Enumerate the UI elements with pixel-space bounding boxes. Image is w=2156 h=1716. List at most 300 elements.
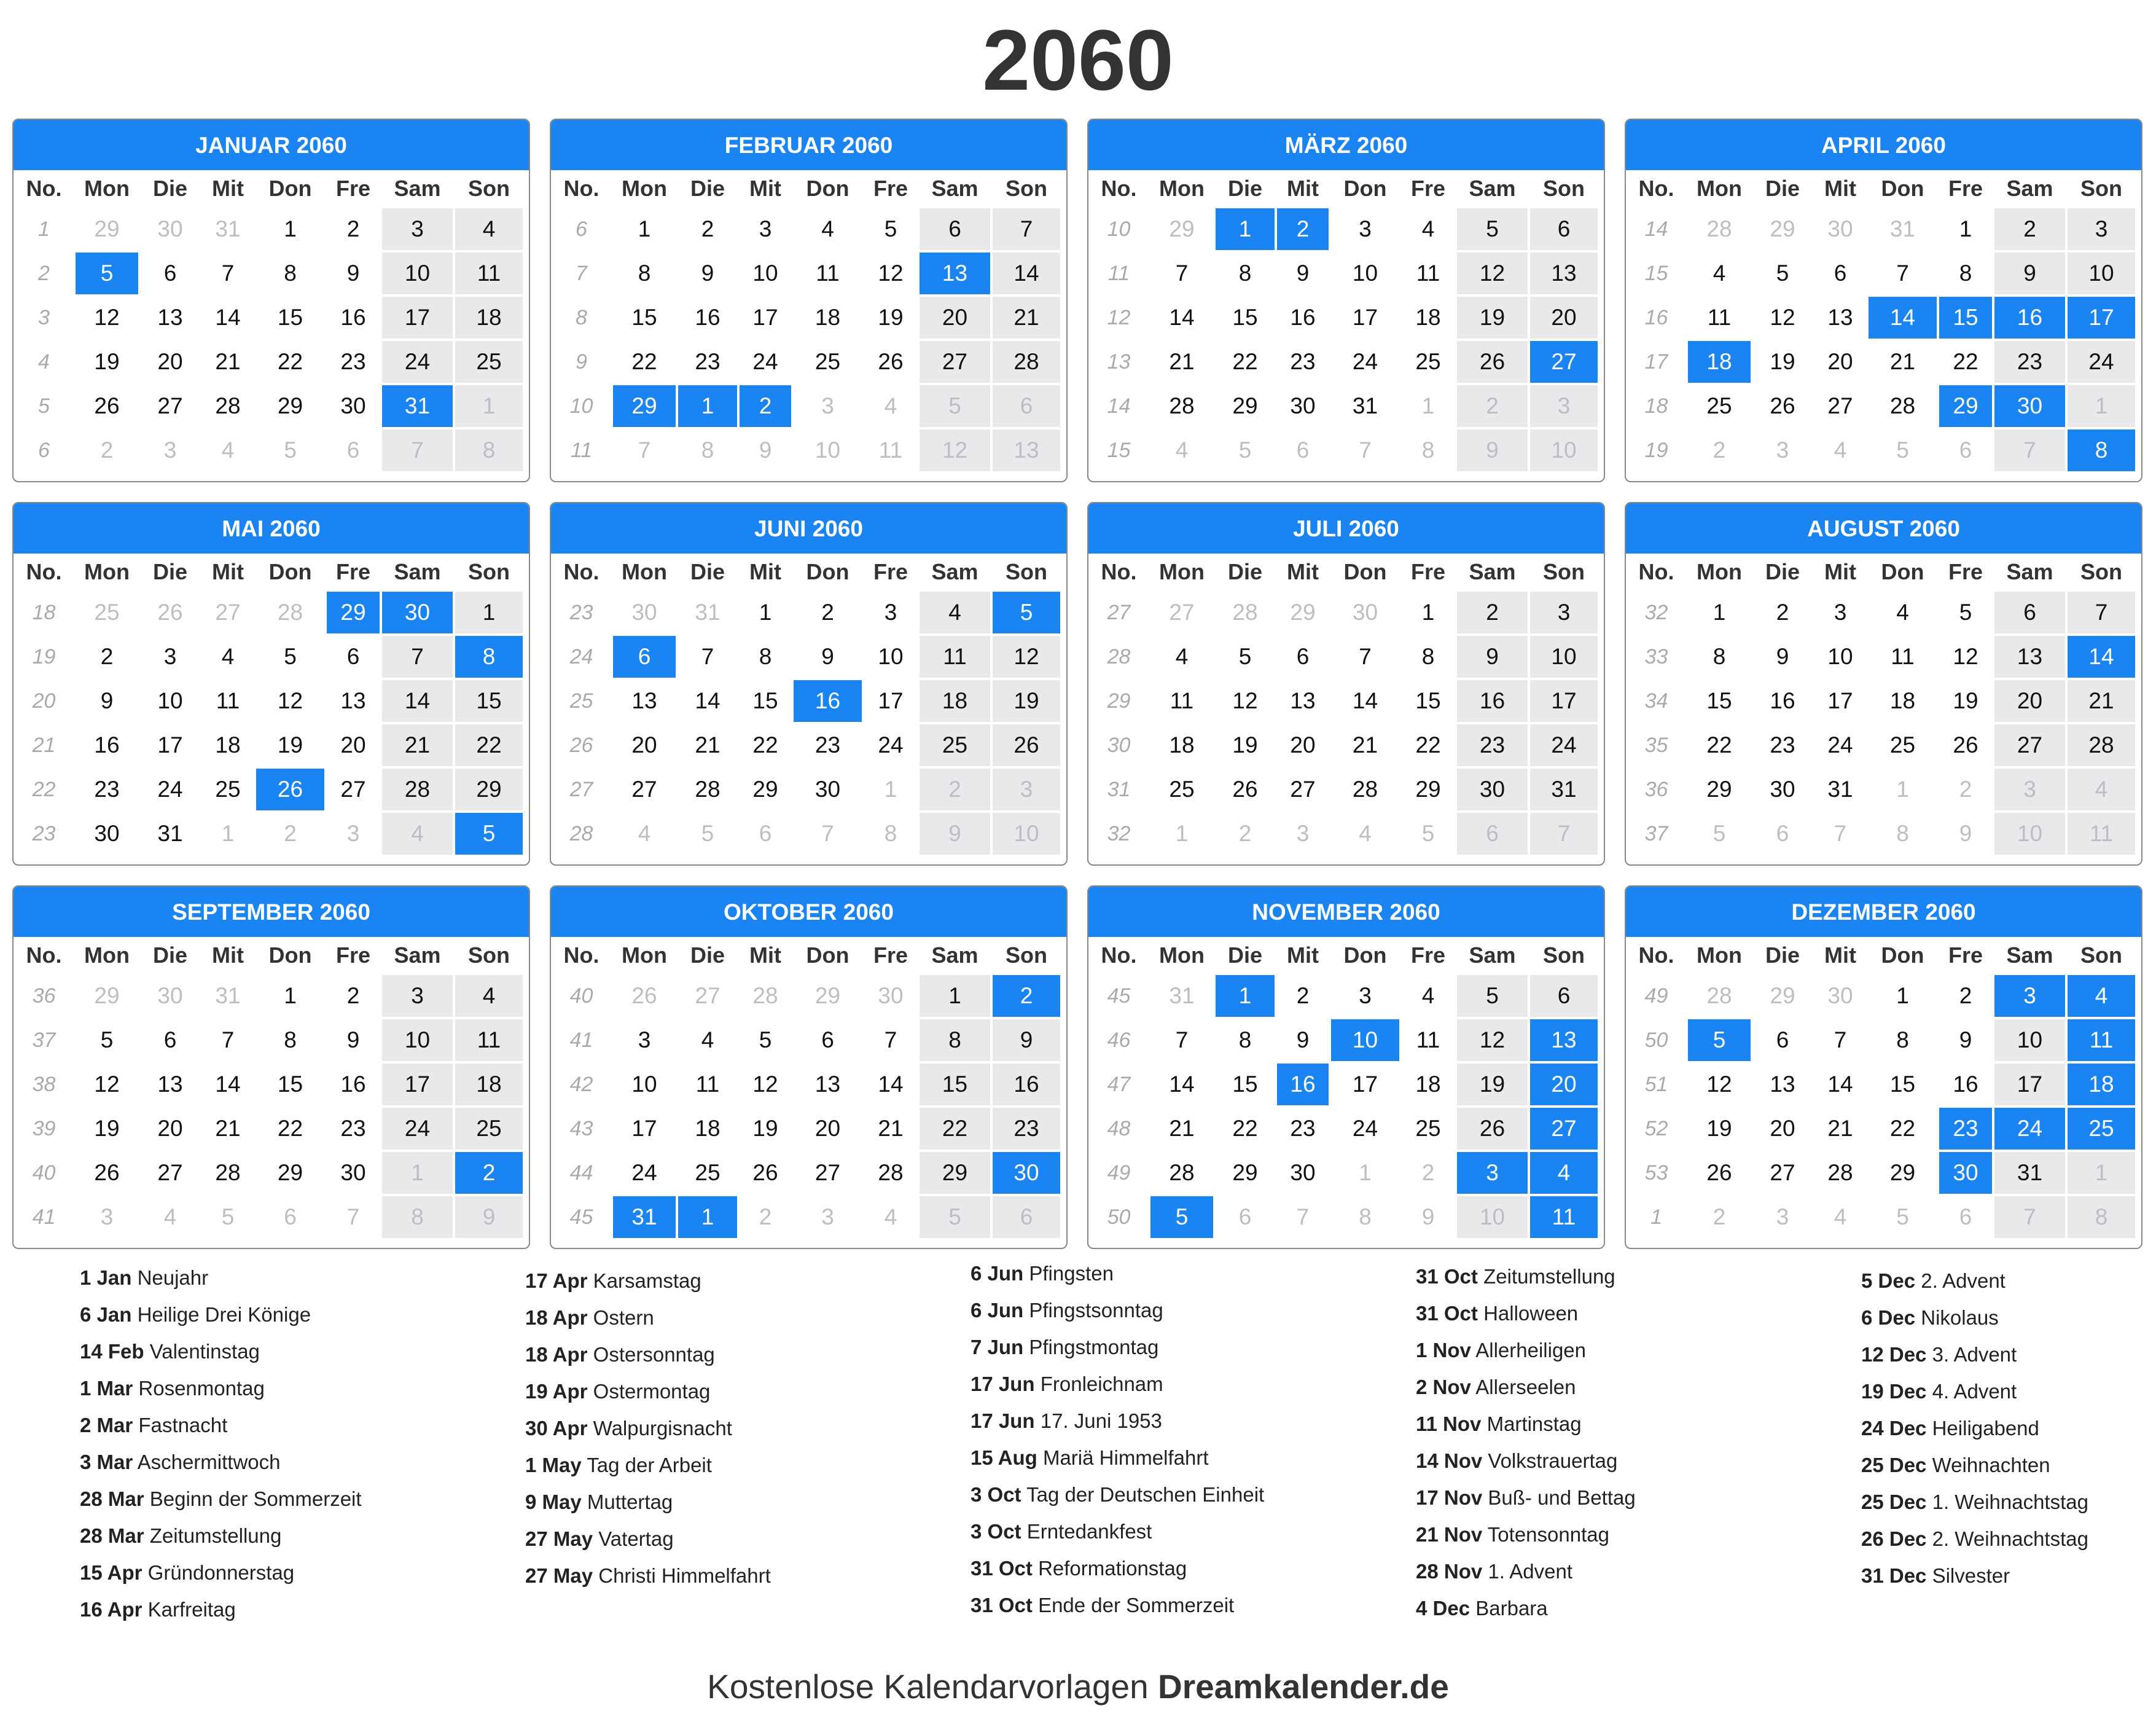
day-cell: 19 [1456, 1062, 1529, 1107]
day-cell: 4 [677, 1018, 738, 1062]
day-cell: 6 [991, 1195, 1061, 1239]
holiday-date: 1 Nov [1416, 1339, 1471, 1361]
week-number: 11 [1088, 251, 1149, 296]
day-cell: 7 [201, 1018, 255, 1062]
day-cell: 7 [1149, 251, 1214, 296]
day-cell: 15 [1687, 679, 1752, 723]
day-cell: 22 [918, 1107, 991, 1151]
day-cell: 5 [1867, 1195, 1938, 1239]
day-cell: 15 [1867, 1062, 1938, 1107]
day-cell: 5 [1752, 251, 1813, 296]
day-cell: 23 [1993, 340, 2066, 384]
week-number: 6 [551, 207, 612, 251]
weekday-header: Sam [931, 942, 978, 968]
weekday-header-row [1088, 937, 1604, 974]
day-cell: 9 [74, 679, 139, 723]
week-number: 38 [14, 1062, 74, 1107]
holiday-date: 28 Mar [80, 1524, 144, 1547]
day-cell: 19 [1214, 723, 1276, 767]
weekday-header: Son [468, 942, 510, 968]
day-cell: 5 [738, 1018, 792, 1062]
week-number: 34 [1626, 679, 1687, 723]
week-number: 19 [14, 635, 74, 679]
day-cell: 10 [1330, 251, 1400, 296]
weekday-header: Fre [1948, 942, 1983, 968]
day-cell: 24 [738, 340, 792, 384]
day-cell: 18 [2066, 1062, 2136, 1107]
weekday-header-row [1626, 554, 2141, 590]
day-cell: 17 [738, 296, 792, 340]
day-cell: 18 [1400, 1062, 1456, 1107]
weekday-header: Sam [931, 559, 978, 584]
week-row [551, 1062, 1066, 1107]
day-cell: 2 [1938, 767, 1993, 812]
day-cell: 20 [139, 340, 201, 384]
weekday-header: Sam [931, 176, 978, 201]
weekday-header-row [551, 554, 1066, 590]
day-cell: 3 [1276, 812, 1330, 856]
holiday-name: Valentinstag [149, 1340, 260, 1363]
day-cell: 28 [738, 974, 792, 1018]
weekday-header: No. [1101, 942, 1137, 968]
month-title: SEPTEMBER 2060 [14, 887, 529, 937]
week-number: 22 [14, 767, 74, 812]
holiday-date: 14 Feb [80, 1340, 144, 1363]
day-cell: 29 [454, 767, 524, 812]
day-cell: 13 [326, 679, 381, 723]
day-cell: 9 [1276, 1018, 1330, 1062]
week-number: 36 [14, 974, 74, 1018]
week-row [551, 812, 1066, 856]
week-number: 50 [1626, 1018, 1687, 1062]
day-cell: 2 [1276, 207, 1330, 251]
holiday-date: 28 Nov [1416, 1560, 1483, 1583]
weekday-header: Mit [1824, 942, 1856, 968]
day-cell: 3 [139, 428, 201, 472]
day-cell: 7 [1529, 812, 1599, 856]
weekday-header: Mon [1697, 942, 1742, 968]
day-cell: 11 [1687, 296, 1752, 340]
day-cell: 14 [2066, 635, 2136, 679]
weekday-header: Die [152, 559, 188, 584]
month-title: NOVEMBER 2060 [1088, 887, 1604, 937]
day-cell: 9 [1400, 1195, 1456, 1239]
day-cell: 8 [1867, 1018, 1938, 1062]
day-cell: 16 [326, 296, 381, 340]
day-cell: 5 [1400, 812, 1456, 856]
holiday-item [1861, 1521, 2156, 1557]
weekday-header: Don [1343, 559, 1387, 584]
day-cell: 25 [918, 723, 991, 767]
holiday-name: Totensonntag [1487, 1523, 1609, 1546]
day-cell: 29 [1752, 207, 1813, 251]
holiday-name: Christi Himmelfahrt [598, 1564, 771, 1587]
day-cell: 14 [1813, 1062, 1867, 1107]
weekday-header: Son [468, 559, 510, 584]
day-cell: 10 [1456, 1195, 1529, 1239]
day-cell: 7 [863, 1018, 918, 1062]
day-cell: 9 [738, 428, 792, 472]
week-number: 37 [1626, 812, 1687, 856]
weekday-header-row [14, 554, 529, 590]
weekday-header: Don [806, 942, 850, 968]
day-cell: 14 [381, 679, 454, 723]
day-cell: 8 [738, 635, 792, 679]
weekday-header: Die [690, 176, 725, 201]
weekday-header: Don [268, 559, 312, 584]
day-cell: 6 [1752, 812, 1813, 856]
holiday-date: 6 Jan [80, 1303, 132, 1326]
day-cell: 20 [1752, 1107, 1813, 1151]
day-cell: 7 [1330, 428, 1400, 472]
day-cell: 3 [738, 207, 792, 251]
day-cell: 28 [1687, 207, 1752, 251]
day-cell: 6 [1456, 812, 1529, 856]
day-cell: 29 [1687, 767, 1752, 812]
day-cell: 15 [454, 679, 524, 723]
week-row [551, 1195, 1066, 1239]
holiday-item [1416, 1553, 1858, 1590]
day-cell: 8 [1214, 251, 1276, 296]
day-cell: 2 [1456, 590, 1529, 635]
holiday-item [80, 1333, 522, 1370]
weekday-header: Die [1227, 176, 1263, 201]
day-cell: 8 [863, 812, 918, 856]
day-cell: 4 [1687, 251, 1752, 296]
day-cell: 7 [792, 812, 863, 856]
holiday-date: 19 Dec [1861, 1380, 1927, 1403]
day-cell: 29 [918, 1151, 991, 1195]
holiday-date: 15 Aug [971, 1446, 1037, 1469]
day-cell: 24 [1993, 1107, 2066, 1151]
day-cell: 23 [326, 1107, 381, 1151]
day-cell: 9 [1276, 251, 1330, 296]
day-cell: 24 [612, 1151, 677, 1195]
holiday-item [525, 1410, 967, 1447]
week-number: 28 [1088, 635, 1149, 679]
holiday-name: Ostersonntag [593, 1343, 715, 1366]
holiday-date: 27 May [525, 1564, 593, 1587]
weekday-header-row [14, 170, 529, 207]
weekday-header-row [551, 170, 1066, 207]
day-cell: 7 [201, 251, 255, 296]
week-row [551, 428, 1066, 472]
month-calendar [550, 119, 1068, 482]
day-cell: 8 [677, 428, 738, 472]
day-cell: 16 [1456, 679, 1529, 723]
day-cell: 24 [863, 723, 918, 767]
day-cell: 5 [918, 384, 991, 428]
weekday-header: Sam [2006, 176, 2053, 201]
day-cell: 14 [863, 1062, 918, 1107]
holiday-date: 25 Dec [1861, 1454, 1927, 1476]
day-cell: 28 [677, 767, 738, 812]
holiday-item [80, 1554, 522, 1591]
day-cell: 12 [918, 428, 991, 472]
weekday-header: Mit [1824, 559, 1856, 584]
holiday-date: 1 May [525, 1454, 582, 1476]
day-cell: 11 [1400, 1018, 1456, 1062]
day-cell: 4 [612, 812, 677, 856]
day-cell: 15 [1938, 296, 1993, 340]
weekday-header: No. [1638, 176, 1674, 201]
day-cell: 7 [1276, 1195, 1330, 1239]
day-cell: 3 [381, 207, 454, 251]
weekday-header: Fre [335, 176, 371, 201]
weekday-header: Die [1227, 942, 1263, 968]
day-cell: 1 [454, 590, 524, 635]
holiday-column [1861, 1263, 2156, 1594]
holiday-name: Fastnacht [138, 1414, 228, 1436]
day-cell: 18 [792, 296, 863, 340]
day-cell: 14 [991, 251, 1061, 296]
day-cell: 13 [139, 1062, 201, 1107]
week-number: 25 [551, 679, 612, 723]
day-cell: 30 [863, 974, 918, 1018]
holiday-date: 17 Apr [525, 1269, 588, 1292]
weekday-header: Mit [212, 176, 244, 201]
holiday-item [80, 1444, 522, 1481]
week-row [1088, 1062, 1604, 1107]
day-cell: 26 [1752, 384, 1813, 428]
day-cell: 26 [255, 767, 326, 812]
day-cell: 9 [918, 812, 991, 856]
weekday-header: Don [806, 559, 850, 584]
day-cell: 17 [612, 1107, 677, 1151]
day-cell: 6 [738, 812, 792, 856]
day-cell: 16 [1938, 1062, 1993, 1107]
day-cell: 28 [863, 1151, 918, 1195]
holiday-item [1416, 1258, 1858, 1295]
holiday-item [1416, 1516, 1858, 1553]
day-cell: 11 [1867, 635, 1938, 679]
holiday-name: Ostern [593, 1306, 654, 1329]
day-cell: 8 [1400, 428, 1456, 472]
day-cell: 6 [1214, 1195, 1276, 1239]
day-cell: 17 [863, 679, 918, 723]
day-cell: 30 [74, 812, 139, 856]
day-cell: 2 [1687, 428, 1752, 472]
holiday-date: 30 Apr [525, 1417, 588, 1440]
weekday-header-row [1626, 170, 2141, 207]
day-cell: 30 [1330, 590, 1400, 635]
day-cell: 9 [677, 251, 738, 296]
holiday-date: 17 Jun [971, 1409, 1035, 1432]
day-cell: 16 [74, 723, 139, 767]
day-cell: 21 [2066, 679, 2136, 723]
week-row [14, 340, 529, 384]
day-cell: 27 [139, 384, 201, 428]
holiday-name: Beginn der Sommerzeit [149, 1487, 362, 1510]
day-cell: 1 [677, 384, 738, 428]
day-cell: 4 [1813, 1195, 1867, 1239]
day-cell: 25 [1687, 384, 1752, 428]
day-cell: 16 [792, 679, 863, 723]
day-cell: 11 [863, 428, 918, 472]
week-number: 23 [551, 590, 612, 635]
day-cell: 18 [1687, 340, 1752, 384]
day-cell: 2 [326, 974, 381, 1018]
weekday-header: Mit [1824, 176, 1856, 201]
day-cell: 3 [792, 1195, 863, 1239]
weekday-header: Mit [1287, 942, 1319, 968]
day-cell: 27 [612, 767, 677, 812]
holiday-item [1861, 1410, 2156, 1447]
week-number: 4 [14, 340, 74, 384]
day-cell: 28 [1867, 384, 1938, 428]
day-cell: 24 [1813, 723, 1867, 767]
holiday-item [525, 1263, 967, 1299]
day-cell: 19 [255, 723, 326, 767]
day-cell: 7 [1993, 1195, 2066, 1239]
day-cell: 2 [326, 207, 381, 251]
holiday-date: 17 Jun [971, 1373, 1035, 1395]
day-cell: 8 [612, 251, 677, 296]
day-cell: 21 [201, 340, 255, 384]
week-row [1626, 296, 2141, 340]
day-cell: 4 [381, 812, 454, 856]
holiday-name: Karfreitag [147, 1598, 236, 1621]
week-row [551, 590, 1066, 635]
week-number: 30 [1088, 723, 1149, 767]
weekday-header: Don [1881, 942, 1924, 968]
holiday-name: Heiligabend [1932, 1417, 2039, 1440]
day-cell: 26 [1456, 340, 1529, 384]
day-cell: 23 [792, 723, 863, 767]
month-title: JULI 2060 [1088, 503, 1604, 554]
week-row [14, 1062, 529, 1107]
day-cell: 11 [1149, 679, 1214, 723]
day-cell: 13 [918, 251, 991, 296]
day-cell: 24 [2066, 340, 2136, 384]
weekday-header: Die [1227, 559, 1263, 584]
week-number: 20 [14, 679, 74, 723]
week-number: 1 [14, 207, 74, 251]
day-cell: 8 [454, 428, 524, 472]
day-cell: 25 [74, 590, 139, 635]
day-cell: 23 [1752, 723, 1813, 767]
week-number: 1 [1626, 1195, 1687, 1239]
holiday-name: 2. Advent [1921, 1269, 2006, 1292]
holiday-date: 3 Oct [971, 1520, 1021, 1543]
day-cell: 18 [918, 679, 991, 723]
day-cell: 3 [1330, 974, 1400, 1018]
day-cell: 2 [1687, 1195, 1752, 1239]
day-cell: 19 [74, 1107, 139, 1151]
week-row [14, 384, 529, 428]
day-cell: 23 [1456, 723, 1529, 767]
week-row [1088, 590, 1604, 635]
day-cell: 15 [255, 1062, 326, 1107]
weekday-header: Mit [749, 176, 781, 201]
holiday-item [1861, 1373, 2156, 1410]
day-cell: 14 [1149, 296, 1214, 340]
weekday-header: Mon [84, 176, 130, 201]
day-cell: 5 [255, 635, 326, 679]
day-cell: 5 [74, 251, 139, 296]
holiday-name: Pfingstmontag [1029, 1336, 1159, 1358]
week-row [14, 767, 529, 812]
holiday-date: 31 Dec [1861, 1564, 1927, 1587]
week-number: 49 [1626, 974, 1687, 1018]
weekday-header: Mit [212, 559, 244, 584]
day-cell: 22 [454, 723, 524, 767]
holiday-item [80, 1591, 522, 1628]
day-cell: 12 [74, 1062, 139, 1107]
page-title: 2060 [982, 12, 1174, 108]
day-cell: 22 [1214, 340, 1276, 384]
holiday-column [1416, 1258, 1858, 1627]
week-row [1626, 251, 2141, 296]
day-cell: 4 [2066, 767, 2136, 812]
holiday-item [1416, 1479, 1858, 1516]
week-row [1088, 679, 1604, 723]
week-row [551, 635, 1066, 679]
day-cell: 14 [1149, 1062, 1214, 1107]
weekday-header: Son [1543, 176, 1585, 201]
weekday-header: Son [2080, 176, 2122, 201]
day-cell: 23 [677, 340, 738, 384]
day-cell: 16 [677, 296, 738, 340]
day-cell: 4 [454, 974, 524, 1018]
day-cell: 5 [1456, 974, 1529, 1018]
day-cell: 6 [255, 1195, 326, 1239]
holiday-item [1416, 1443, 1858, 1479]
day-cell: 7 [1813, 1018, 1867, 1062]
day-cell: 20 [1813, 340, 1867, 384]
day-cell: 6 [1276, 635, 1330, 679]
day-cell: 11 [1529, 1195, 1599, 1239]
day-cell: 7 [381, 635, 454, 679]
day-cell: 29 [1149, 207, 1214, 251]
day-cell: 10 [612, 1062, 677, 1107]
day-cell: 11 [201, 679, 255, 723]
weekday-header: Die [1765, 559, 1800, 584]
day-cell: 30 [326, 1151, 381, 1195]
holiday-date: 31 Oct [1416, 1265, 1478, 1288]
day-cell: 29 [326, 590, 381, 635]
week-row [1088, 296, 1604, 340]
day-cell: 18 [1867, 679, 1938, 723]
day-cell: 24 [1529, 723, 1599, 767]
day-cell: 1 [1867, 974, 1938, 1018]
holiday-date: 6 Jun [971, 1262, 1024, 1285]
day-cell: 30 [1456, 767, 1529, 812]
day-cell: 8 [1867, 812, 1938, 856]
weekday-header: Son [1006, 559, 1047, 584]
holiday-name: 3. Advent [1932, 1343, 2017, 1366]
week-number: 40 [14, 1151, 74, 1195]
day-cell: 28 [201, 384, 255, 428]
week-number: 17 [1626, 340, 1687, 384]
weekday-header: No. [26, 942, 62, 968]
day-cell: 9 [1456, 635, 1529, 679]
week-row [551, 384, 1066, 428]
day-cell: 6 [1813, 251, 1867, 296]
day-cell: 10 [1813, 635, 1867, 679]
day-cell: 7 [2066, 590, 2136, 635]
day-cell: 19 [1752, 340, 1813, 384]
day-cell: 8 [1400, 635, 1456, 679]
holiday-name: Allerheiligen [1475, 1339, 1587, 1361]
day-cell: 9 [792, 635, 863, 679]
day-cell: 3 [1752, 1195, 1813, 1239]
day-cell: 9 [1993, 251, 2066, 296]
day-cell: 8 [454, 635, 524, 679]
day-cell: 30 [1752, 767, 1813, 812]
weekday-header: Die [1765, 176, 1800, 201]
week-number: 41 [14, 1195, 74, 1239]
